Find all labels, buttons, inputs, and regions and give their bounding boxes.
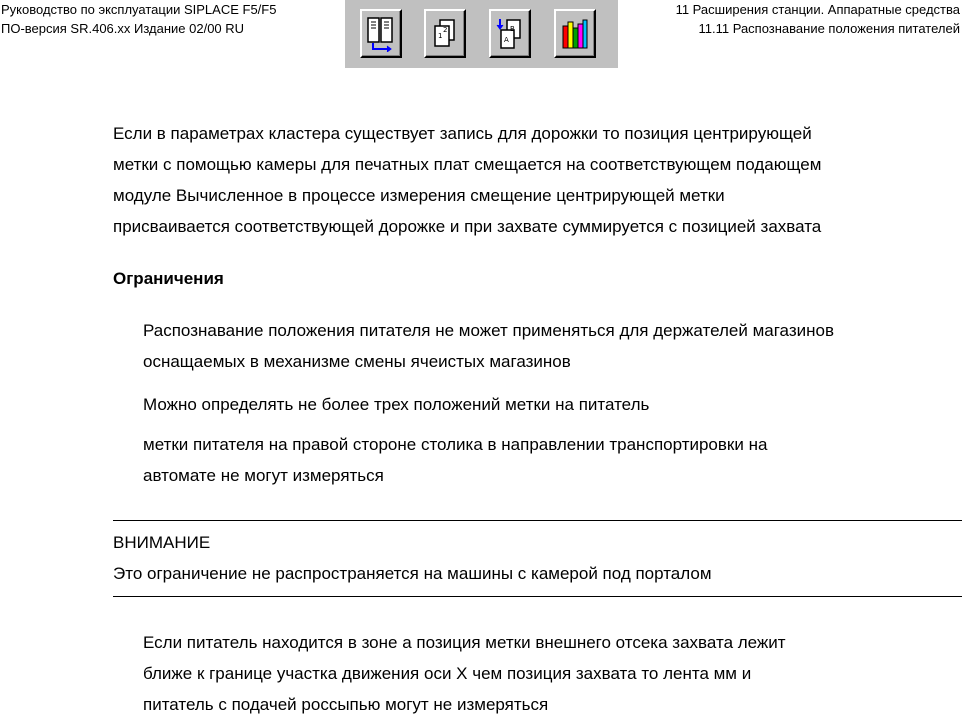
svg-text:B: B [510, 25, 515, 33]
restriction-line: Распознавание положения питателя не может применяться для держателей магазинов [143, 321, 834, 340]
restriction-item [143, 429, 767, 491]
library-button[interactable] [554, 9, 596, 58]
navigation-toolbar [345, 0, 618, 68]
final-line: Если питатель находится в зоне а позиция метки внешнего отсека захвата лежит [143, 633, 786, 652]
warning-top-divider [113, 520, 962, 521]
section-title: 11.11 Распознавание положения питателей [698, 21, 960, 36]
intro-line: Если в параметрах кластера существует запись для дорожки то позиция центрирующей [113, 124, 812, 143]
library-icon [560, 16, 590, 52]
restriction-line: Можно определять не более трех положений метки на питатель [143, 395, 650, 414]
intro-paragraph [113, 118, 821, 242]
contents-button[interactable] [360, 9, 402, 58]
header-left [1, 0, 344, 38]
restriction-line: метки питателя на правой стороне столика в направлении транспортировки на [143, 435, 768, 454]
warning-bottom-divider [113, 596, 962, 597]
header-right [616, 0, 960, 38]
index-button[interactable] [489, 9, 531, 58]
intro-line: метки с помощью камеры для печатных плат смещается на соответствующем подающем [113, 155, 822, 174]
final-line: питатель с подачей россыпью могут не измеряться [143, 695, 549, 714]
svg-text:1: 1 [438, 32, 443, 40]
restriction-item [143, 315, 834, 377]
warning-title: ВНИМАНИЕ [113, 533, 211, 552]
restrictions-heading: Ограничения [113, 269, 224, 288]
restriction-line: автомате не могут измеряться [143, 466, 384, 485]
intro-line: присваивается соответствующей дорожке и при захвате суммируется с позицией захвата [113, 217, 822, 236]
pages-icon [430, 16, 460, 52]
chapter-title: 11 Расширения станции. Аппаратные средства [675, 2, 960, 17]
contents-icon [366, 16, 396, 52]
intro-line: модуле Вычисленное в процессе измерения смещение центрирующей метки [113, 186, 725, 205]
software-version: ПО-версия SR.406.xx Издание 02/00 RU [1, 21, 245, 36]
warning-body: Это ограничение не распространяется на машины с камерой под порталом [113, 564, 712, 583]
restriction-item [143, 389, 649, 420]
manual-title: Руководство по эксплуатации SIPLACE F5/F5 [1, 2, 277, 17]
final-line: ближе к границе участка движения оси X чем позиция захвата то лента мм и [143, 664, 752, 683]
svg-text:A: A [504, 36, 509, 44]
svg-text:2: 2 [443, 26, 448, 34]
pages-button[interactable] [424, 9, 466, 58]
index-icon [495, 16, 525, 52]
final-paragraph [143, 627, 786, 720]
restriction-line: оснащаемых в механизме смены ячеистых магазинов [143, 352, 571, 371]
